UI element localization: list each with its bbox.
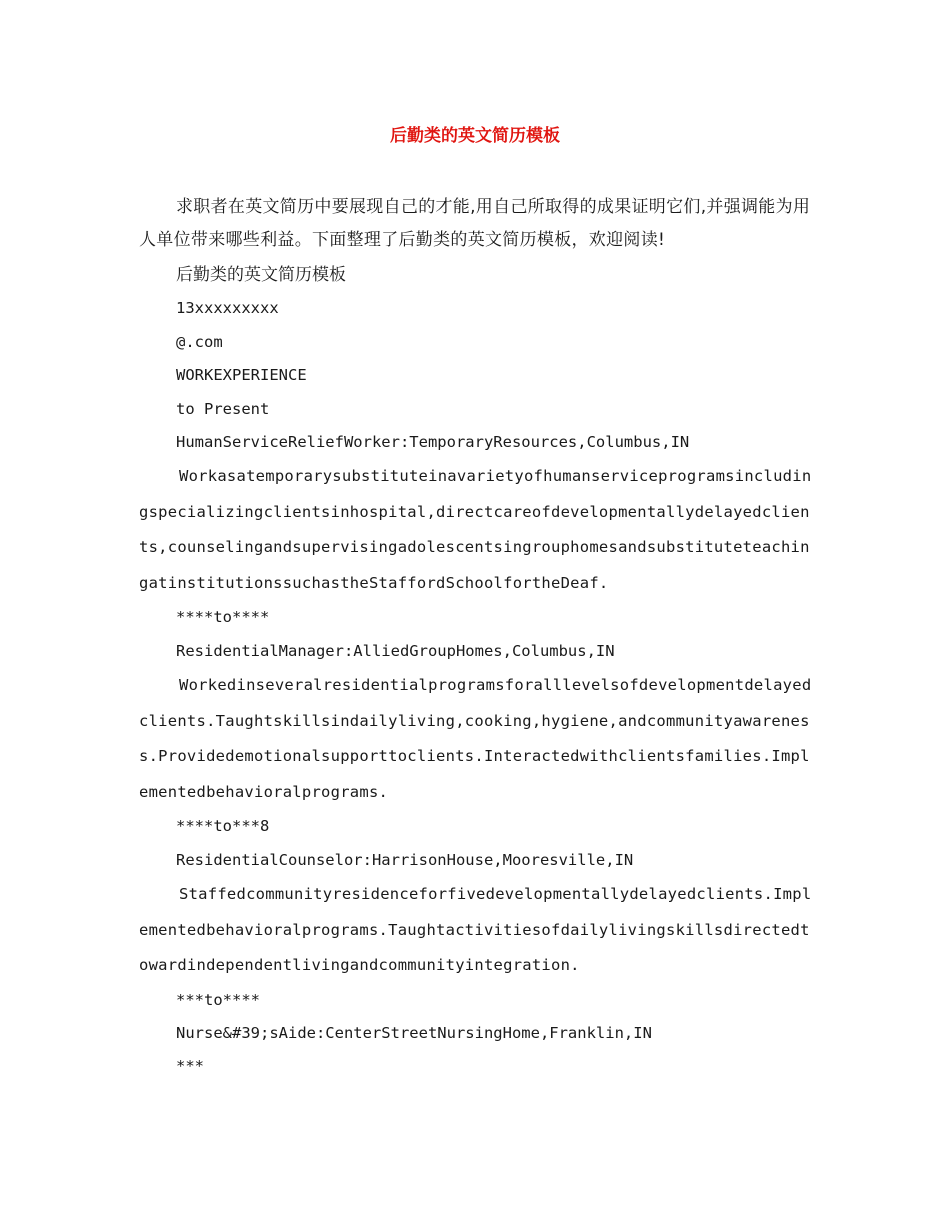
job-position: HumanServiceReliefWorker:TemporaryResources,Columbus,IN (176, 433, 690, 452)
email-address: @.com (176, 332, 223, 351)
job-description: Workasatemporarysubstituteinavarietyofhumanserviceprogramsincludingspecializingclientsinhospital,directcareofdevelopmentallydelayedclients,counselingandsupervisingadolescentsingrouphomesandsubstituteteachingatinstitutionssuchastheStaffordSchoolfortheDeaf. (139, 467, 812, 592)
job-dates: ***to**** (176, 990, 260, 1009)
job-description: Staffedcommunityresidenceforfivedevelopmentallydelayedclients.Implementedbehavioralprograms.Taughtactivitiesofdailylivingskillsdirectedtowardindependentlivingandcommunityintegration. (139, 885, 812, 975)
job-dates: ****to**** (176, 608, 270, 627)
document-title: 后勤类的英文简历模板 (390, 126, 560, 146)
job-description: Workedinseveralresidentialprogramsforalllevelsofdevelopmentdelayedclients.Taughtskillsindailyliving,cooking,hygiene,andcommunityawareness.Providedemotionalsupporttoclients.Interactedwithclientsfamilies.Implementedbehavioralprograms. (139, 676, 812, 801)
resume-heading: 后勤类的英文简历模板 (176, 265, 346, 285)
phone-number: 13xxxxxxxxx (176, 299, 279, 318)
job-dates: ****to***8 (176, 817, 270, 836)
job-position: ResidentialManager:AlliedGroupHomes,Columbus,IN (176, 641, 615, 660)
trailing-text: *** (176, 1057, 204, 1076)
job-position: ResidentialCounselor:HarrisonHouse,Mooresville,IN (176, 850, 634, 869)
section-label-work-experience: WORKEXPERIENCE (176, 366, 307, 385)
job-position: Nurse&#39;sAide:CenterStreetNursingHome,Franklin,IN (176, 1023, 652, 1042)
resume-body (139, 259, 819, 1084)
intro-paragraph: 求职者在英文简历中要展现自己的才能,用自己所取得的成果证明它们,并强调能为用人单位带来哪些利益。下面整理了后勤类的英文简历模板，欢迎阅读! (139, 197, 811, 250)
job-dates: to Present (176, 399, 270, 418)
